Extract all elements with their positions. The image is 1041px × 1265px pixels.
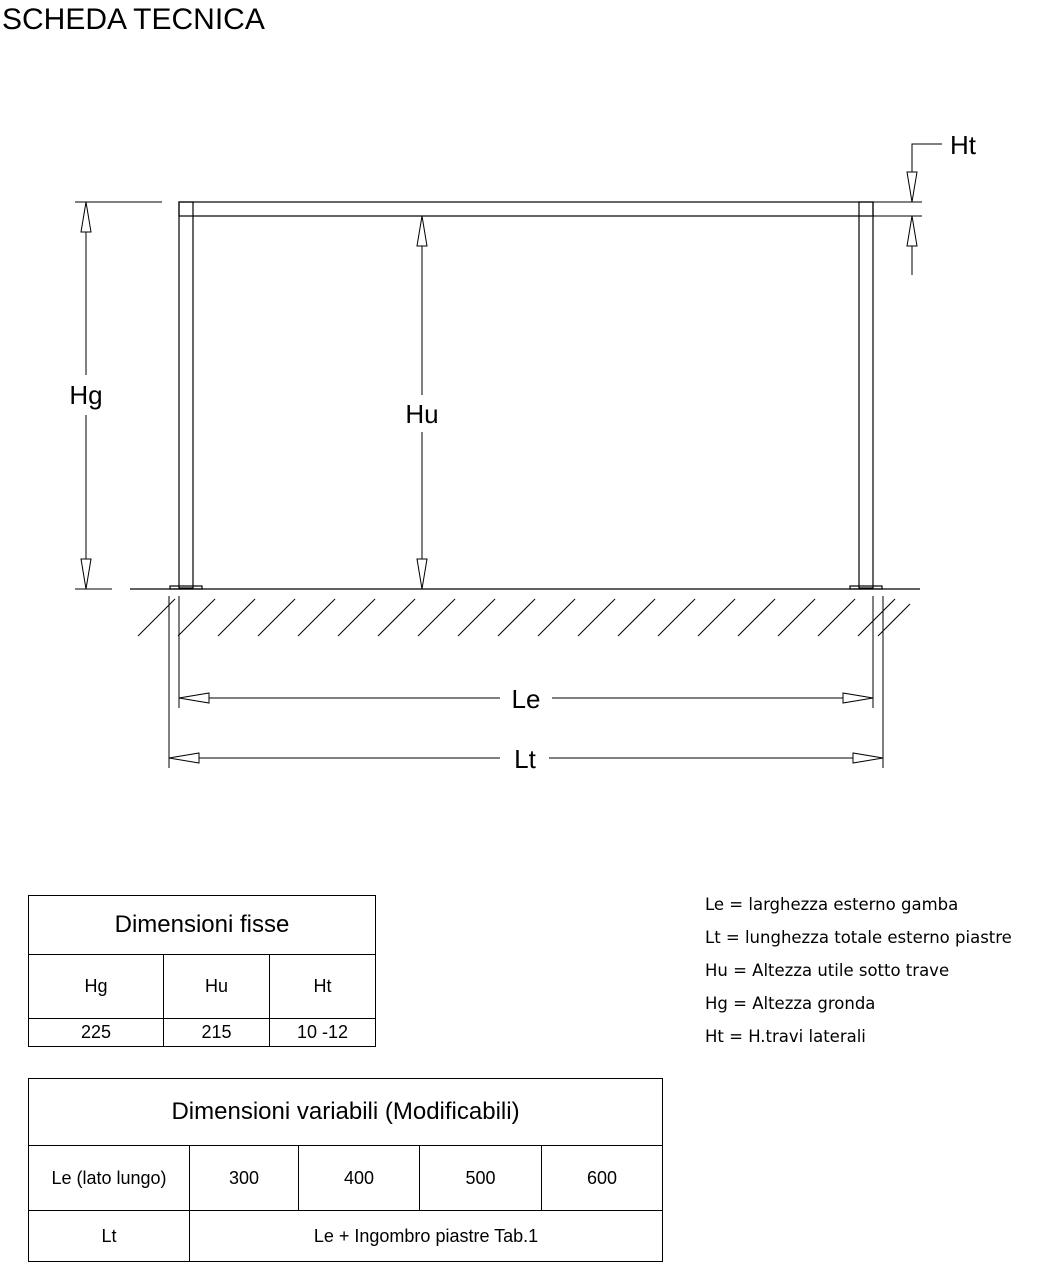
ground-hatching: [138, 599, 910, 636]
le-label: Le: [511, 684, 541, 714]
fixed-header-hu: Hu: [164, 955, 270, 1019]
hu-label: Hu: [405, 399, 439, 429]
left-leg: [179, 202, 193, 588]
page-title: SCHEDA TECNICA: [2, 3, 265, 36]
legend-item-ht: Ht = H.travi laterali: [705, 1027, 866, 1046]
fixed-table-title: Dimensioni fisse: [29, 896, 376, 955]
right-leg: [859, 202, 873, 588]
variable-table-title: Dimensioni variabili (Modificabili): [29, 1079, 663, 1146]
fixed-header-hg: Hg: [29, 955, 164, 1019]
le-value-400: 400: [299, 1146, 420, 1211]
legend-item-hg: Hg = Altezza gronda: [705, 994, 876, 1013]
hg-label: Hg: [69, 380, 103, 410]
variable-dimensions-table: [28, 1078, 663, 1262]
ht-dimension: [873, 144, 942, 275]
fixed-value-hu: 215: [164, 1019, 270, 1047]
legend-item-hu: Hu = Altezza utile sotto trave: [705, 961, 950, 980]
ht-label: Ht: [950, 130, 976, 160]
le-row-label: Le (lato lungo): [29, 1146, 190, 1211]
lt-row-label: Lt: [29, 1211, 190, 1262]
lt-row-value: Le + Ingombro piastre Tab.1: [190, 1211, 663, 1262]
fixed-value-hg: 225: [29, 1019, 164, 1047]
le-value-300: 300: [190, 1146, 299, 1211]
legend: [705, 888, 1012, 1053]
legend-item-lt: Lt = lunghezza totale esterno piastre: [705, 928, 1012, 947]
fixed-value-ht: 10 -12: [270, 1019, 376, 1047]
fixed-header-ht: Ht: [270, 955, 376, 1019]
legend-item-le: Le = larghezza esterno gamba: [705, 895, 959, 914]
le-value-500: 500: [420, 1146, 542, 1211]
lt-label: Lt: [514, 744, 536, 774]
top-beam: [179, 202, 873, 216]
lt-dimension: [169, 596, 883, 768]
le-value-600: 600: [542, 1146, 663, 1211]
fixed-dimensions-table: [28, 895, 376, 1047]
